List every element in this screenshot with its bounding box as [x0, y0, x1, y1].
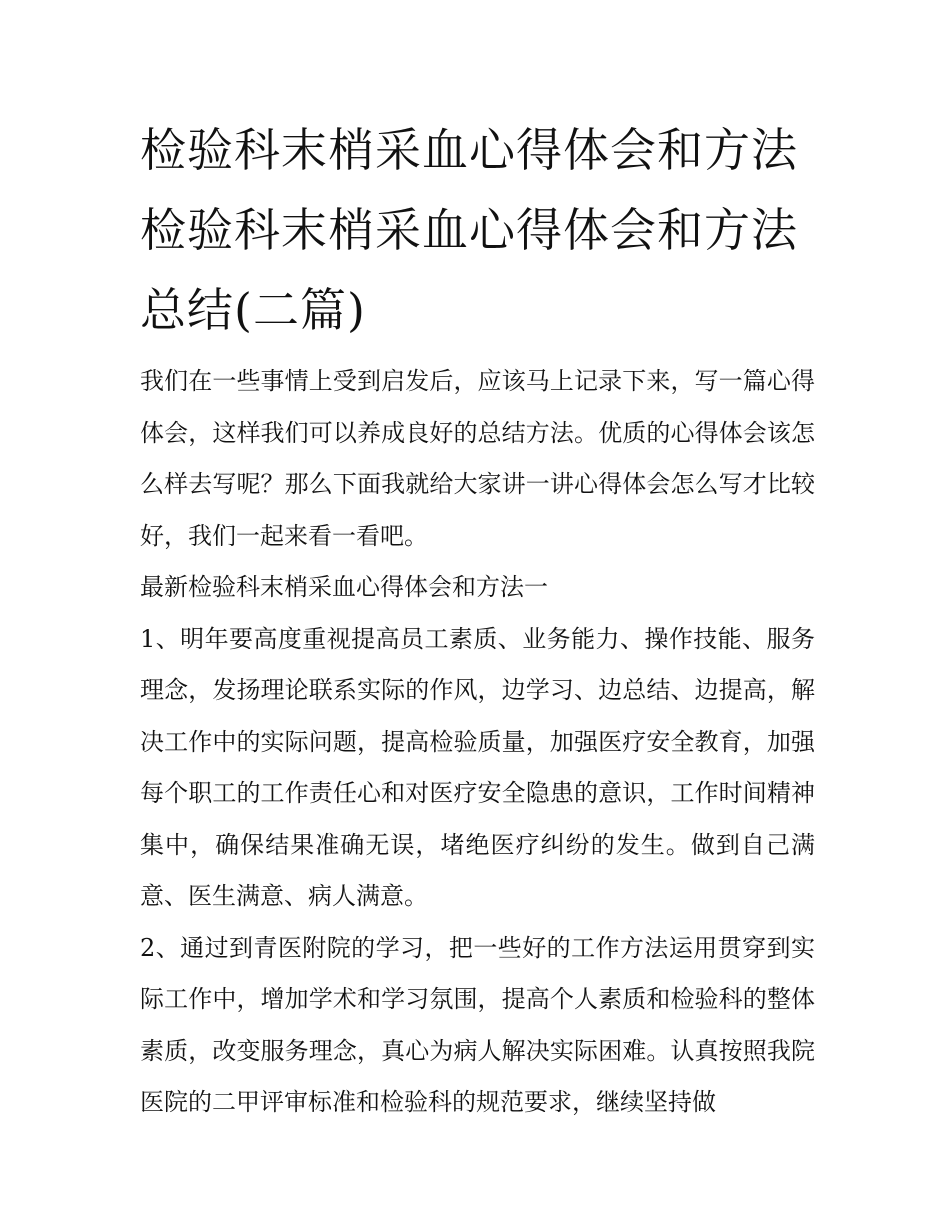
list-item-2: 2、通过到青医附院的学习，把一些好的工作方法运用贯穿到实际工作中，增加学术和学习氛围，提高个人素质和检验科的整体素质，改变服务理念，真心为病人解决实际困难。认真按照我院医院的二甲评审标准和检验科的规范要求，继续坚持做 — [140, 933, 815, 1116]
list-item-1: 1、明年要高度重视提高员工素质、业务能力、操作技能、服务理念，发扬理论联系实际的作风，边学习、边总结、边提高，解决工作中的实际问题，提高检验质量，加强医疗安全教育，加强每个职工的工作责任心和对医疗安全隐患的意识，工作时间精神集中，确保结果准确无误，堵绝医疗纠纷的发生。做到自己满意、医生满意、病人满意。 — [140, 624, 815, 910]
document-title: 检验科末梢采血心得体会和方法 检验科末梢采血心得体会和方法总结(二篇) — [140, 123, 798, 337]
intro-paragraph: 我们在一些事情上受到启发后，应该马上记录下来，写一篇心得体会，这样我们可以养成良好的总结方法。优质的心得体会该怎么样去写呢？那么下面我就给大家讲一讲心得体会怎么写才比较好，我们一起来看一看吧。 — [140, 367, 815, 550]
section-heading: 最新检验科末梢采血心得体会和方法一 — [140, 573, 548, 601]
document-page — [140, 110, 815, 1129]
